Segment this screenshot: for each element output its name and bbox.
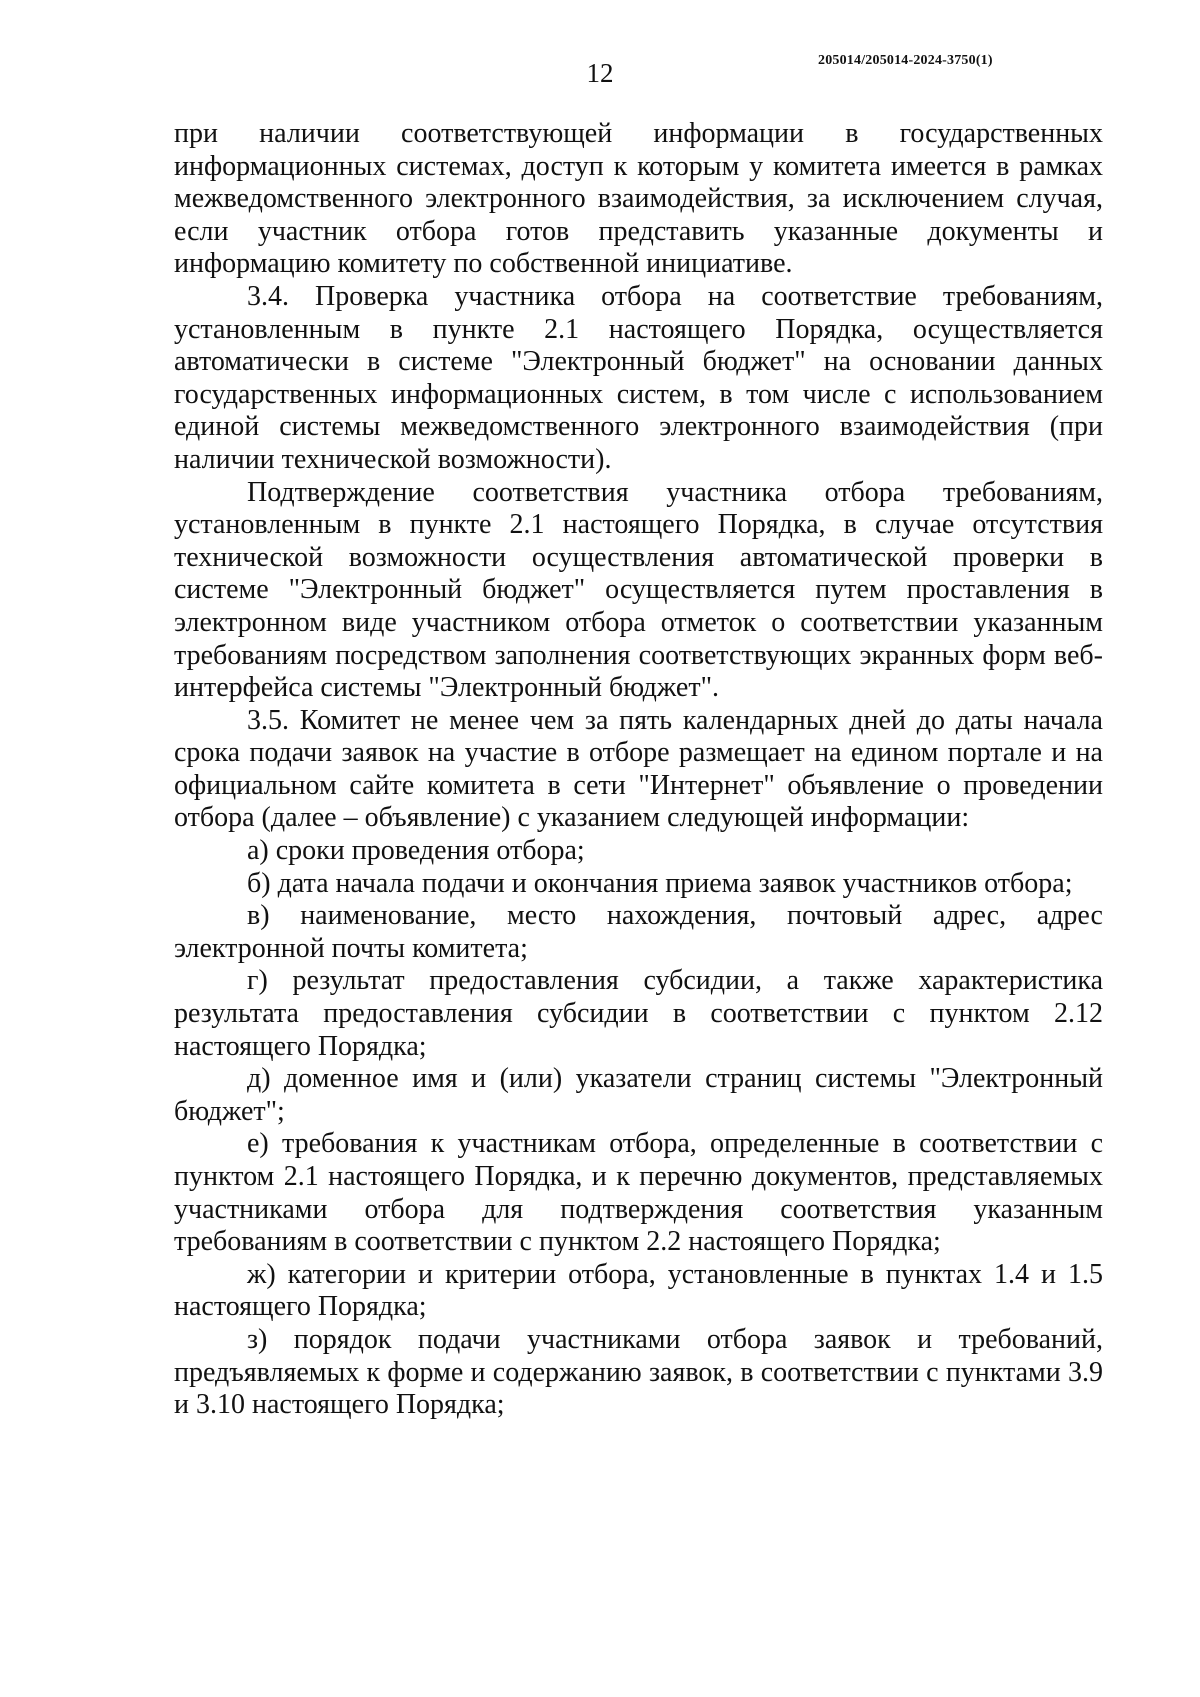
list-item-e: е) требования к участникам отбора, определенные в соответствии с пунктом 2.1 настоящего Порядка, и к перечню документов, представляемых участниками отбора для подтверждения соответствия указанным требованиям в соответствии с пунктом 2.2 настоящего Порядка; xyxy=(174,1128,1103,1258)
document-body xyxy=(174,118,1103,1422)
document-code: 205014/205014-2024-3750(1) xyxy=(818,53,993,68)
paragraph-continuation: при наличии соответствующей информации в государственных информационных системах, доступ к которым у комитета имеется в рамках межведомственного электронного взаимодействия, за исключением случая, если участник отбора готов представить указанные документы и информацию комитету по собственной инициативе. xyxy=(174,118,1103,280)
list-item-g: г) результат предоставления субсидии, а также характеристика результата предоставления субсидии в соответствии с пунктом 2.12 настоящего Порядка; xyxy=(174,965,1103,1062)
paragraph-3-4: 3.4. Проверка участника отбора на соответствие требованиям, установленным в пункте 2.1 настоящего Порядка, осуществляется автоматически в системе "Электронный бюджет" на основании данных государственных информационных систем, в том числе с использованием единой системы межведомственного электронного взаимодействия (при наличии технической возможности). xyxy=(174,280,1103,475)
list-item-v: в) наименование, место нахождения, почтовый адрес, адрес электронной почты комитета; xyxy=(174,900,1103,964)
list-item-zh: ж) категории и критерии отбора, установленные в пунктах 1.4 и 1.5 настоящего Порядка; xyxy=(174,1258,1103,1323)
list-item-a: а) сроки проведения отбора; xyxy=(247,835,585,867)
list-item-b: б) дата начала подачи и окончания приема заявок участников отбора; xyxy=(247,867,1073,899)
paragraph-confirmation: Подтверждение соответствия участника отбора требованиям, установленным в пункте 2.1 настоящего Порядка, в случае отсутствия технической возможности осуществления автоматической проверки в системе "Электронный бюджет" осуществляется путем проставления в электронном виде участником отбора отметок о соответствии указанным требованиям посредством заполнения соответствующих экранных форм веб-интерфейса системы "Электронный бюджет". xyxy=(174,476,1103,704)
page-number: 12 xyxy=(586,58,614,88)
list-item-d: д) доменное имя и (или) указатели страниц системы "Электронный бюджет"; xyxy=(174,1063,1103,1127)
paragraph-3-5: 3.5. Комитет не менее чем за пять календарных дней до даты начала срока подачи заявок на участие в отборе размещает на едином портале и на официальном сайте комитета в сети "Интернет" объявление о проведении отбора (далее – объявление) с указанием следующей информации: xyxy=(174,704,1103,834)
list-item-z: з) порядок подачи участниками отбора заявок и требований, предъявляемых к форме и содержанию заявок, в соответствии с пунктами 3.9 и 3.10 настоящего Порядка; xyxy=(174,1323,1103,1421)
